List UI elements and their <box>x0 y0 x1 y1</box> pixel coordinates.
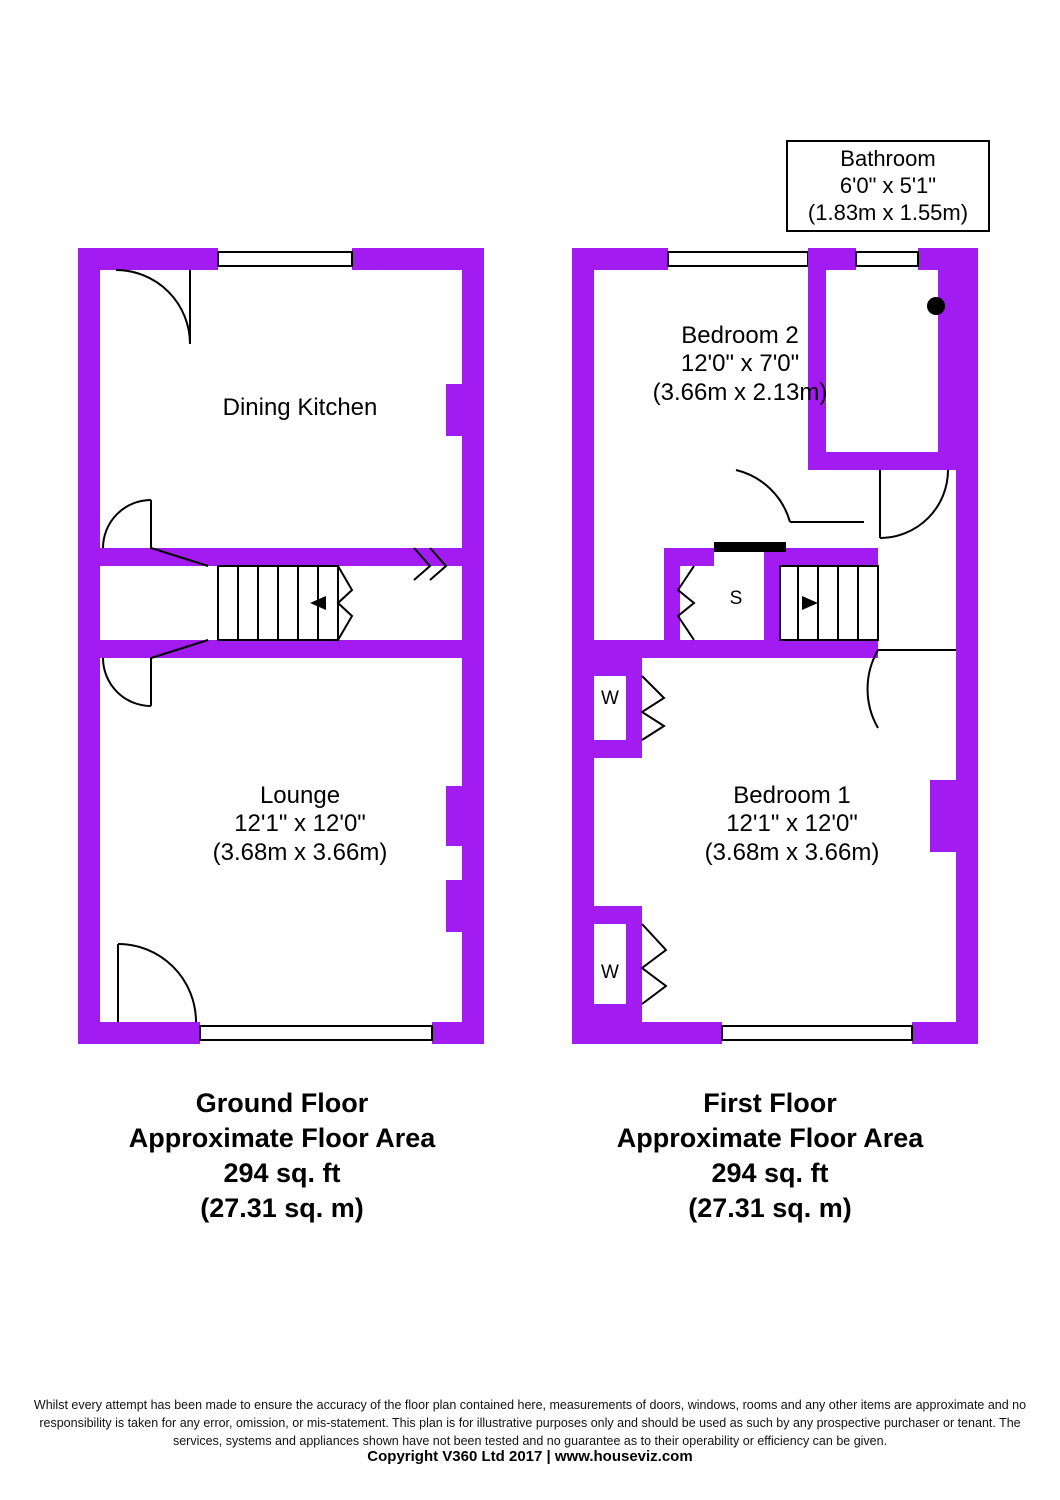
disclaimer-text: Whilst every attempt has been made to ensure the accuracy of the floor plan contained here, measurements of doors, windows, rooms and any other items are approximate and no responsibility is taken for any error, omission, or mis-statement. This plan is for illustrative purposes only and should be used as such by any prospective purchaser or tenant. The services, systems and appliances shown have not been tested and no guarantee as to their operability or efficiency can be given. <box>33 1398 1027 1449</box>
copyright-text: Copyright V360 Ltd 2017 | www.houseviz.com <box>367 1448 693 1465</box>
bathroom-callout: Bathroom 6'0" x 5'1" (1.83m x 1.55m) <box>786 140 990 232</box>
ground-floor-caption: Ground Floor Approximate Floor Area 294 sq. ft (27.31 sq. m) <box>128 1088 436 1224</box>
room-label-bedroom-2: Bedroom 2 12'0" x 7'0" (3.66m x 2.13m) <box>652 322 828 406</box>
room-label-lounge: Lounge 12'1" x 12'0" (3.68m x 3.66m) <box>212 782 388 866</box>
room-label-dining-kitchen: Dining Kitchen <box>222 394 378 421</box>
ground-floor-plan <box>78 248 484 1044</box>
wardrobe-marker-lower: W <box>601 962 619 983</box>
wardrobe-marker-upper: W <box>601 688 619 709</box>
store-marker: S <box>729 588 743 609</box>
first-floor-caption: First Floor Approximate Floor Area 294 sq. ft (27.31 sq. m) <box>616 1088 924 1224</box>
room-label-bedroom-1: Bedroom 1 12'1" x 12'0" (3.68m x 3.66m) <box>704 782 880 866</box>
